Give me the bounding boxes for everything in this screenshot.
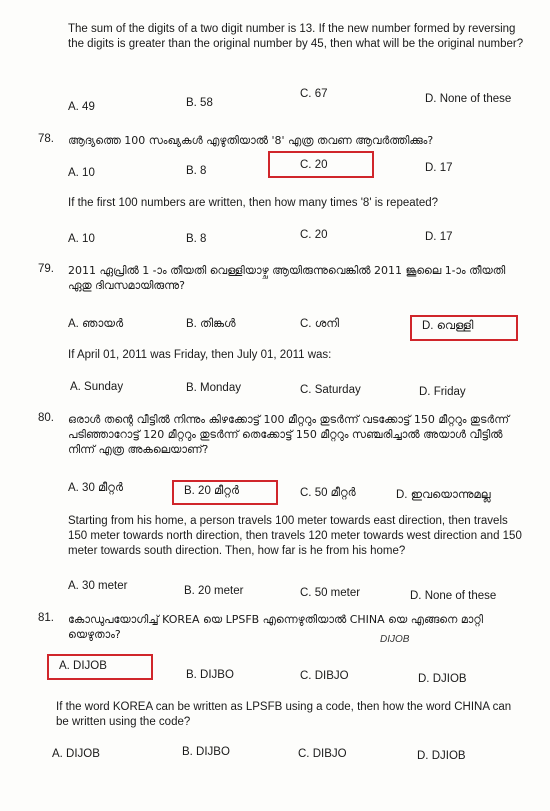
q79-en-option-d: D. Friday <box>419 386 466 398</box>
q78-ml-option-b: B. 8 <box>186 165 207 177</box>
q80-en-option-b: B. 20 meter <box>184 585 244 597</box>
q80-number: 80. <box>38 412 54 424</box>
q80-ml-option-a: A. 30 മീറ്റർ <box>68 482 124 494</box>
q81-text-en: If the word KOREA can be written as LPSFB using a code, then how the word CHINA can be written using the code? <box>56 701 512 728</box>
q79-en-option-c: C. Saturday <box>300 384 361 396</box>
q79-en-option-b: B. Monday <box>186 382 241 394</box>
q78-ml-option-a: A. 10 <box>68 167 95 179</box>
q78-en-option-a: A. 10 <box>68 233 95 245</box>
q78-number: 78. <box>38 133 54 145</box>
q80-ml-option-b: B. 20 മീറ്റർ <box>184 485 240 497</box>
q78-ml-option-d: D. 17 <box>425 162 453 174</box>
q78-en-option-c: C. 20 <box>300 229 328 241</box>
q81-text-ml: കോഡുപയോഗിച്ച് KOREA യെ LPSFB എന്നെഴുതിയാൽ CHINA യെ എങ്ങനെ മാറ്റി യെഴുതാം? <box>68 613 484 641</box>
q79-text-ml: 2011 ഏപ്രിൽ 1 -ാം തീയതി വെള്ളിയാഴ്ച ആയിരുന്നുവെങ്കിൽ 2011 ജൂലൈ 1-ാം തീയതി ഏതു ദിവസമായിരുന്നു? <box>68 264 506 292</box>
q80-text-en: Starting from his home, a person travels 100 meter towards east direction, then travels 150 meter towards north direction, then travels 120 meter towards west direction and 150 meter towards south direction. Then, how far is he from his home? <box>68 515 522 557</box>
q80-ml-option-d: D. ഇവയൊന്നുമല്ല <box>396 489 491 501</box>
q81-ml-option-c: C. DIBJO <box>300 670 349 682</box>
q77-option-c: C. 67 <box>300 88 328 100</box>
q81-ml-option-b: B. DIJBO <box>186 669 234 681</box>
q79-ml-option-a: A. ഞായർ <box>68 318 124 330</box>
q77-option-a: A. 49 <box>68 101 95 113</box>
q79-ml-option-d: D. വെള്ളി <box>422 320 474 332</box>
q80-en-option-c: C. 50 meter <box>300 587 361 599</box>
q80-en-option-d: D. None of these <box>410 590 497 602</box>
q80-text-ml: ഒരാൾ തന്റെ വീട്ടിൽ നിന്നും കിഴക്കോട്ട് 100 മീറ്ററും തുടർന്ന് വടക്കോട്ട് 150 മീറ്ററും തുടർന്ന് പടിഞ്ഞാറോട്ട് 120 മീറ്ററും തുടർന്ന് തെക്കോട്ട് 150 മീറ്ററും സഞ്ചരിച്ചാൽ അയാൾ വീട്ടിൽ നിന്ന് എത്ര അകലെയാണ്? <box>68 413 510 456</box>
q78-answer-highlight <box>268 151 374 178</box>
q78-ml-option-c: C. 20 <box>300 159 328 171</box>
q78-text-ml: ആദ്യത്തെ 100 സംഖ്യകൾ എഴുതിയാൽ '8' എത്ര തവണ ആവർത്തിക്കും? <box>68 134 434 147</box>
q81-handwritten-note: DIJOB <box>380 634 410 645</box>
q80-en-option-a: A. 30 meter <box>68 580 128 592</box>
q77-option-d: D. None of these <box>425 93 512 105</box>
q78-text-en: If the first 100 numbers are written, then how many times '8' is repeated? <box>68 197 439 209</box>
q79-number: 79. <box>38 263 54 275</box>
q79-text-en: If April 01, 2011 was Friday, then July 01, 2011 was: <box>68 349 332 361</box>
q81-en-option-b: B. DIJBO <box>182 746 230 758</box>
q81-en-option-c: C. DIBJO <box>298 748 347 760</box>
q80-ml-option-c: C. 50 മീറ്റർ <box>300 487 356 499</box>
q78-en-option-b: B. 8 <box>186 233 207 245</box>
q79-ml-option-b: B. തിങ്കൾ <box>186 318 236 330</box>
q79-en-option-a: A. Sunday <box>70 381 124 393</box>
q79-ml-option-c: C. ശനി <box>300 318 340 330</box>
q81-ml-option-a: A. DIJOB <box>59 660 107 672</box>
q77-option-b: B. 58 <box>186 97 213 109</box>
q78-en-option-d: D. 17 <box>425 231 453 243</box>
q81-number: 81. <box>38 612 54 624</box>
q81-en-option-d: D. DJIOB <box>417 750 466 762</box>
q81-en-option-a: A. DIJOB <box>52 748 100 760</box>
q77-text: The sum of the digits of a two digit number is 13. If the new number formed by reversing the digits is greater than the original number by 45, then what will be the original number? <box>68 23 524 50</box>
q81-ml-option-d: D. DJIOB <box>418 673 467 685</box>
